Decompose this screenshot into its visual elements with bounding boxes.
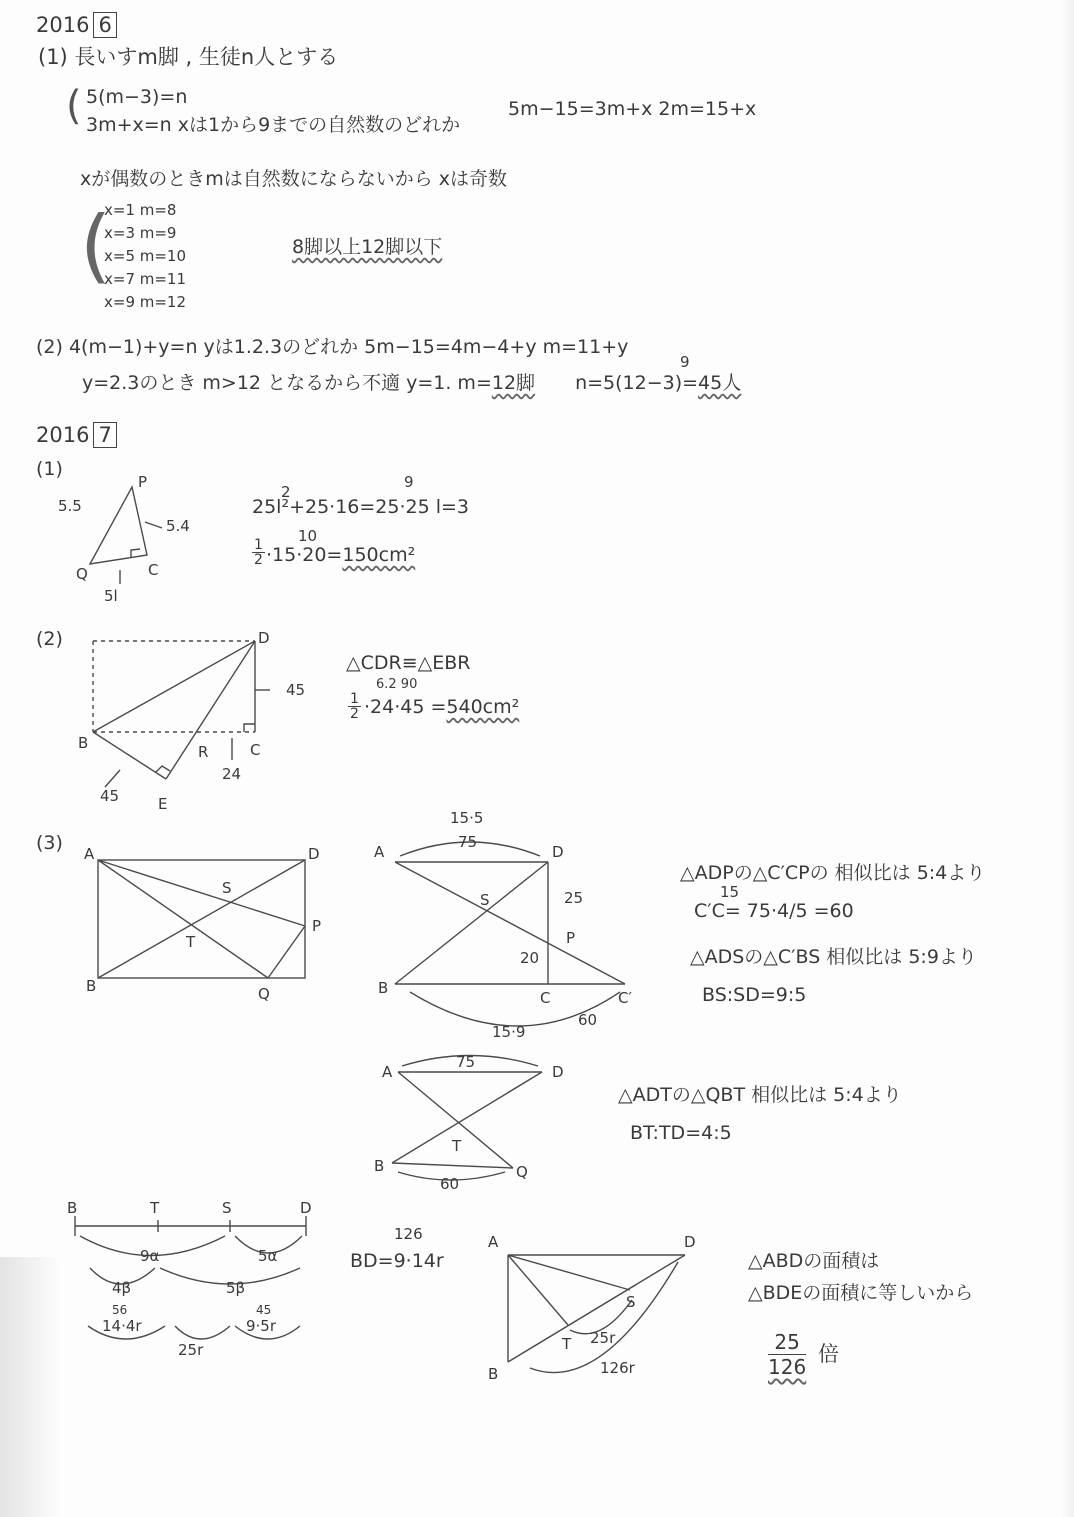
line-bd [98, 860, 305, 978]
seg-14r: 14·4r [102, 1317, 142, 1335]
f2-label-c2: C′ [618, 989, 632, 1007]
seg-over-45: 45 [256, 1303, 272, 1317]
triangle-pqc [90, 487, 147, 564]
f2-label-s: S [480, 891, 490, 909]
f2-label-a: A [374, 843, 385, 861]
final-den: 126 [768, 1355, 807, 1379]
seg-4b: 4β [112, 1279, 132, 1297]
answer-1: 8脚以上12脚以下 [292, 236, 443, 258]
f4-label-126r: 126r [600, 1359, 635, 1377]
seg-9a: 9α [140, 1247, 160, 1265]
system-eq-2: 3m+x=n xは1から9までの自然数のどれか [86, 114, 461, 136]
f2-label-d: D [552, 843, 564, 861]
f3-label-d: D [552, 1063, 564, 1081]
rect-label-45a: 45 [286, 681, 306, 699]
f2-ac2 [395, 862, 625, 984]
f4-as [508, 1255, 630, 1290]
rect-label-r: R [198, 743, 209, 761]
seg-label-t: T [150, 1199, 160, 1217]
f2-label-top2: 75 [458, 833, 478, 851]
q2-label: (2) [36, 628, 63, 650]
q2-equation [364, 696, 519, 718]
rect-label-24: 24 [222, 765, 242, 783]
f3-bq [392, 1163, 513, 1168]
f4-arc-126 [530, 1262, 678, 1373]
final-num: 25 [768, 1330, 806, 1355]
q1-over-10: 10 [298, 527, 318, 545]
f1-label-b: B [86, 977, 97, 995]
f2-label-top1: 15·5 [450, 809, 484, 827]
area-note-1: △ABDの面積は [748, 1250, 880, 1272]
rect-label-e: E [158, 795, 168, 813]
half-den-2: 2 [350, 706, 359, 722]
q2-answer-students: 45人 [698, 372, 742, 394]
half-num-2: 1 [350, 691, 359, 707]
q1-statement: (1) 長いすm脚 , 生徒n人とする [38, 45, 339, 69]
rect-label-45b: 45 [100, 787, 120, 805]
f2-label-25: 25 [564, 889, 584, 907]
label-c: C [148, 561, 159, 579]
q1-half [252, 538, 265, 567]
f1-label-t: T [186, 933, 196, 951]
f1-label-q: Q [258, 985, 270, 1003]
heading-year: 2016 [36, 13, 90, 37]
f4-label-25r: 25r [590, 1329, 616, 1347]
label-side-pq: 5.5 [58, 497, 82, 515]
f3-label-t: T [452, 1137, 462, 1155]
leader-45b [105, 770, 120, 787]
f4-label-s: S [626, 1293, 636, 1311]
f1-label-p: P [312, 917, 322, 935]
q1-equation-2 [266, 544, 415, 566]
seg-over-56: 56 [112, 1303, 128, 1317]
cases-brace: ( [80, 199, 112, 292]
leader-5-4 [145, 522, 162, 528]
q1-over-2: 2 [281, 483, 291, 501]
q1-label: (1) [36, 458, 63, 480]
q2-answer-chairs: 12脚 [491, 372, 536, 394]
seg-arc-25 [175, 1326, 230, 1339]
q2-overscript: 6.2 90 [376, 677, 418, 692]
final-fraction [768, 1330, 806, 1379]
q1-answer: 150cm² [342, 544, 416, 566]
label-p: P [138, 473, 148, 491]
label-side-qc: 5l [104, 587, 118, 605]
rect-label-c: C [250, 741, 261, 759]
area-note-2: △BDEの面積に等しいから [748, 1282, 974, 1304]
f2-label-20: 20 [520, 949, 540, 967]
seg-5b: 5β [226, 1279, 246, 1297]
f1-label-s: S [222, 879, 232, 897]
similarity-1: △ADPの△C′CPの 相似比は 5:4より [680, 862, 986, 884]
f2-label-b: B [378, 979, 389, 997]
parity-note: xが偶数のときmは自然数にならないから xは奇数 [80, 168, 508, 190]
heading-problem-number: 6 [93, 12, 116, 38]
label-q: Q [76, 565, 88, 583]
f3-label-60: 60 [440, 1175, 460, 1193]
q2-line-1: (2) 4(m−1)+y=n yは1.2.3のどれか 5m−15=4m−4+y m=11+y [36, 336, 629, 358]
side-de [166, 641, 255, 779]
similarity-2-eq: BS:SD=9:5 [702, 984, 807, 1006]
q2-eq-text: ·24·45 = [364, 696, 447, 718]
case-3: x=5 m=10 [104, 247, 187, 265]
diagonal-bd [93, 641, 255, 732]
f2-label-c: C [540, 989, 551, 1007]
seg-5a: 5α [258, 1247, 278, 1265]
case-2: x=3 m=9 [104, 224, 177, 242]
q2-students-eq: n=5(12−3)= [575, 372, 699, 394]
q1-eq2-text: ·15·20= [266, 544, 343, 566]
heading-year-7: 2016 [36, 423, 90, 447]
final-unit: 倍 [818, 1342, 839, 1366]
line-qp [268, 926, 305, 978]
right-angle-e [156, 766, 170, 772]
f4-label-b: B [488, 1365, 499, 1383]
seg-25r: 25r [178, 1341, 204, 1359]
f3-label-75: 75 [456, 1053, 476, 1071]
similarity-1-eq: C′C= 75·4/5 =60 [694, 900, 854, 922]
seg-9r: 9·5r [246, 1317, 277, 1335]
seg-label-d: D [300, 1199, 312, 1217]
q2-answer: 540cm² [446, 696, 520, 718]
line-ap [98, 860, 305, 926]
f1-label-d: D [308, 845, 320, 863]
case-5: x=9 m=12 [104, 293, 187, 311]
q1-equation-1: 25l²+25·16=25·25 l=3 [252, 496, 470, 518]
q3-label: (3) [36, 832, 63, 854]
case-1: x=1 m=8 [104, 201, 177, 219]
q2-congruence: △CDR≡△EBR [346, 652, 471, 674]
bd-equation: BD=9·14r [350, 1250, 444, 1272]
f3-label-q: Q [516, 1163, 528, 1181]
half-num: 1 [254, 537, 263, 553]
f3-label-b: B [374, 1157, 385, 1175]
rect-label-b: B [78, 734, 89, 752]
system-eq-1: 5(m−3)=n [86, 86, 188, 108]
f4-label-d: D [684, 1233, 696, 1251]
similarity-3: △ADTの△QBT 相似比は 5:4より [618, 1084, 902, 1106]
f4-label-a: A [488, 1233, 499, 1251]
seg-label-b: B [67, 1199, 78, 1217]
f4-label-t: T [562, 1335, 572, 1353]
f3-label-a: A [382, 1063, 393, 1081]
equation-right: 5m−15=3m+x 2m=15+x [508, 98, 757, 120]
similarity-3-eq: BT:TD=4:5 [630, 1122, 732, 1144]
q2-half [348, 692, 361, 721]
f4-at [508, 1255, 568, 1325]
f2-label-p: P [566, 929, 576, 947]
half-den: 2 [254, 552, 263, 568]
rect-label-d: D [258, 629, 270, 647]
bd-over: 126 [394, 1225, 423, 1243]
q1-over-9: 9 [404, 473, 414, 491]
heading-problem-number-7: 7 [93, 422, 116, 448]
f2-label-60: 60 [578, 1011, 598, 1029]
seg-label-s: S [222, 1199, 232, 1217]
f2-label-bottom: 15·9 [492, 1023, 526, 1041]
brace: ( [66, 83, 82, 129]
similarity-2: △ADSの△C′BS 相似比は 5:9より [690, 946, 977, 968]
line-aq [98, 860, 268, 978]
q2-case-text: y=2.3のとき m>12 となるから不適 y=1. m= [82, 372, 492, 394]
label-side-pc: 5.4 [166, 517, 190, 535]
side-be [93, 732, 166, 779]
q2-overscript: 9 [680, 353, 690, 371]
right-angle-c2 [244, 724, 255, 732]
case-4: x=7 m=11 [104, 270, 187, 288]
similarity-1-over: 15 [720, 883, 740, 901]
f1-label-a: A [84, 845, 95, 863]
